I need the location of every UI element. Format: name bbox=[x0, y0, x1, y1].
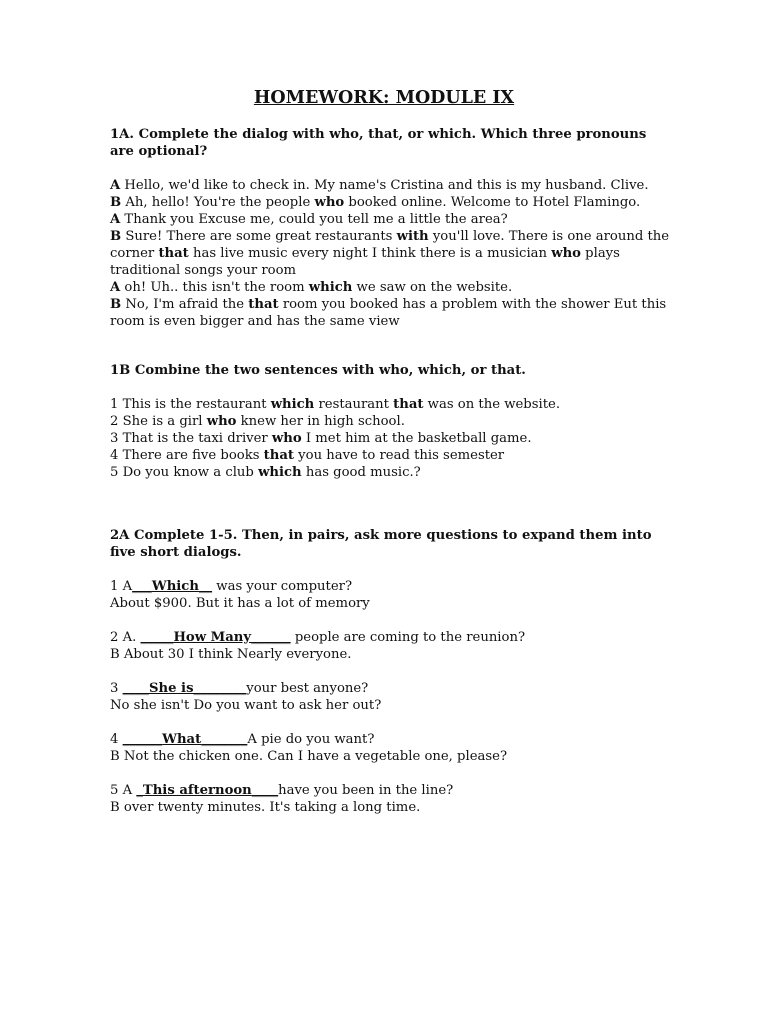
dialog-line bbox=[110, 194, 670, 211]
text-run: booked online. Welcome to Hotel Flamingo. bbox=[344, 195, 641, 210]
text-run: 3 bbox=[110, 681, 123, 696]
answer-word: What bbox=[162, 732, 202, 747]
text-run: 5 A bbox=[110, 783, 137, 798]
pronoun-word: who bbox=[551, 246, 581, 261]
section-1a bbox=[110, 126, 670, 330]
dialog-line bbox=[110, 245, 670, 262]
pronoun-word: who bbox=[314, 195, 345, 210]
dialog-line bbox=[110, 211, 670, 228]
speaker-label: B bbox=[110, 297, 122, 312]
question-item bbox=[110, 782, 670, 816]
question-list bbox=[110, 578, 670, 816]
text-run: we saw on the website. bbox=[352, 280, 513, 295]
text-run: has good music.? bbox=[301, 465, 421, 480]
section-1a-heading: 1A. Complete the dialog with who, that, or which. Which three pronouns are optional? bbox=[110, 127, 647, 159]
question-line bbox=[110, 680, 670, 697]
blank-line: ______ bbox=[122, 732, 163, 747]
pronoun-word: who bbox=[271, 431, 302, 446]
text-run: 1 This is the restaurant bbox=[110, 397, 271, 412]
response-line: B over twenty minutes. It's taking a long time. bbox=[110, 800, 421, 815]
response-line: No she isn't Do you want to ask her out? bbox=[110, 698, 382, 713]
speaker-label: B bbox=[110, 195, 122, 210]
sentence-line bbox=[110, 430, 670, 447]
section-2a-heading: 2A Complete 1-5. Then, in pairs, ask more questions to expand them into five short dialogs. bbox=[110, 528, 652, 560]
dialog-lines bbox=[110, 177, 670, 330]
pronoun-word: who bbox=[206, 414, 237, 429]
text-run: 4 There are five books bbox=[110, 448, 264, 463]
blank-line: ________ bbox=[193, 681, 247, 696]
sentence-line bbox=[110, 464, 670, 481]
blank-line: ______ bbox=[251, 630, 291, 645]
pronoun-word: that bbox=[393, 397, 424, 412]
speaker-label: A bbox=[110, 280, 121, 295]
question-line bbox=[110, 731, 670, 748]
dialog-line bbox=[110, 262, 670, 279]
text-run: corner bbox=[110, 246, 159, 261]
pronoun-word: that bbox=[248, 297, 279, 312]
pronoun-word: with bbox=[396, 229, 429, 244]
blank-line: _ bbox=[136, 783, 143, 798]
text-run: 4 bbox=[110, 732, 123, 747]
speaker-label: A bbox=[110, 178, 121, 193]
question-item bbox=[110, 731, 670, 782]
text-run: 2 A. bbox=[110, 630, 141, 645]
question-item bbox=[110, 680, 670, 731]
text-run: room is even bigger and has the same view bbox=[110, 314, 400, 329]
answer-word: How Many bbox=[173, 630, 252, 645]
question-line bbox=[110, 629, 670, 646]
answer-word: Which bbox=[151, 579, 199, 594]
pronoun-word: which bbox=[308, 280, 353, 295]
text-run: was on the website. bbox=[423, 397, 561, 412]
text-run: A pie do you want? bbox=[247, 732, 375, 747]
pronoun-word: which bbox=[258, 465, 302, 480]
text-run: your best anyone? bbox=[246, 681, 369, 696]
text-run: plays bbox=[580, 246, 620, 261]
question-item bbox=[110, 578, 670, 629]
text-run: 1 A bbox=[110, 579, 133, 594]
text-run: restaurant bbox=[314, 397, 394, 412]
text-run: has live music every night I think there is a musician bbox=[188, 246, 552, 261]
response-line: About $900. But it has a lot of memory bbox=[110, 596, 370, 611]
text-run: 3 That is the taxi driver bbox=[110, 431, 272, 446]
section-2a bbox=[110, 527, 670, 816]
blank-line: _____ bbox=[140, 630, 174, 645]
dialog-line bbox=[110, 228, 670, 245]
pronoun-word: that bbox=[263, 448, 294, 463]
blank-line: __ bbox=[198, 579, 213, 594]
text-run: you have to read this semester bbox=[293, 448, 505, 463]
response-line: B Not the chicken one. Can I have a vegetable one, please? bbox=[110, 749, 508, 764]
speaker-label: A bbox=[110, 212, 121, 227]
pronoun-word: that bbox=[158, 246, 189, 261]
speaker-label: B bbox=[110, 229, 122, 244]
text-run: Hello, we'd like to check in. My name's Cristina and this is my husband. Clive. bbox=[120, 178, 649, 193]
text-run: No, I'm afraid the bbox=[121, 297, 249, 312]
dialog-line bbox=[110, 313, 670, 330]
pronoun-word: which bbox=[270, 397, 315, 412]
blank-line: ____ bbox=[122, 681, 149, 696]
sentence-line bbox=[110, 447, 670, 464]
page-title: HOMEWORK: MODULE IX bbox=[253, 88, 515, 108]
text-run: knew her in high school. bbox=[236, 414, 405, 429]
text-run: have you been in the line? bbox=[278, 783, 454, 798]
blank-line: _______ bbox=[201, 732, 248, 747]
text-run: I met him at the basketball game. bbox=[301, 431, 532, 446]
question-item bbox=[110, 629, 670, 680]
section-1b-heading: 1B Combine the two sentences with who, which, or that. bbox=[110, 363, 526, 378]
blank-line: ____ bbox=[251, 783, 279, 798]
text-run: traditional songs your room bbox=[110, 263, 297, 278]
text-run: 5 Do you know a club bbox=[110, 465, 259, 480]
text-run: oh! Uh.. this isn't the room bbox=[120, 280, 309, 295]
text-run: people are coming to the reunion? bbox=[290, 630, 526, 645]
text-run: room you booked has a problem with the shower Eut this bbox=[278, 297, 667, 312]
question-line bbox=[110, 782, 670, 799]
answer-word: She is bbox=[148, 681, 194, 696]
text-run: you'll love. There is one around the bbox=[428, 229, 670, 244]
text-run: 2 She is a girl bbox=[110, 414, 207, 429]
text-run: Ah, hello! You're the people bbox=[121, 195, 315, 210]
text-run: was your computer? bbox=[212, 579, 353, 594]
text-run: Sure! There are some great restaurants bbox=[121, 229, 397, 244]
question-line bbox=[110, 578, 670, 595]
sentence-line bbox=[110, 413, 670, 430]
text-run: Thank you Excuse me, could you tell me a little the area? bbox=[120, 212, 508, 227]
answer-word: This afternoon bbox=[142, 783, 252, 798]
section-1b bbox=[110, 362, 670, 481]
dialog-line bbox=[110, 177, 670, 194]
sentence-line bbox=[110, 396, 670, 413]
dialog-line bbox=[110, 279, 670, 296]
blank-line: ___ bbox=[132, 579, 152, 594]
response-line: B About 30 I think Nearly everyone. bbox=[110, 647, 352, 662]
sentence-list bbox=[110, 396, 670, 481]
dialog-line bbox=[110, 296, 670, 313]
